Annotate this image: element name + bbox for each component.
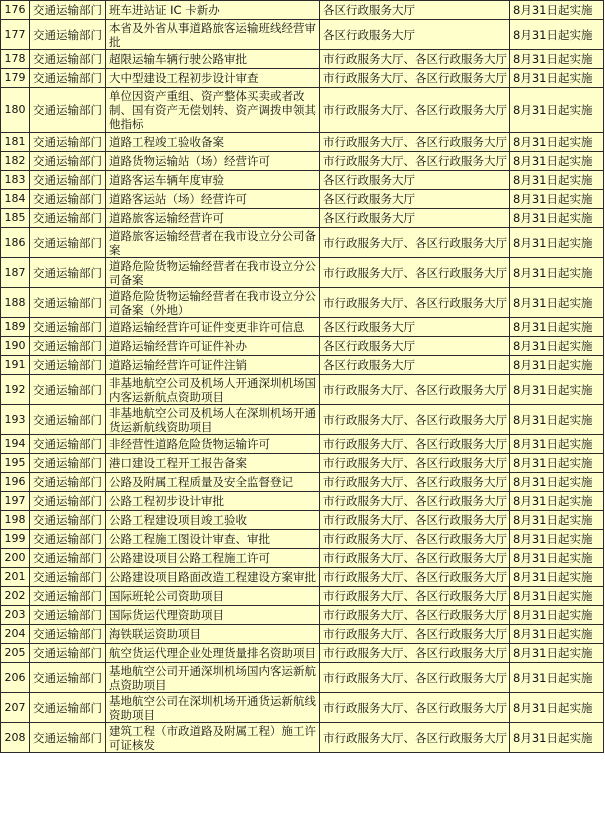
row-number: 197	[1, 492, 30, 511]
service-item-cell: 建筑工程（市政道路及附属工程）施工许可证核发	[106, 723, 320, 753]
service-item-cell: 国际货运代理资助项目	[106, 606, 320, 625]
service-item-cell: 非基地航空公司及机场人开通深圳机场国内客运新航点资助项目	[106, 375, 320, 405]
service-location-cell: 市行政服务大厅、各区行政服务大厅	[320, 69, 510, 88]
table-row	[1, 337, 604, 356]
service-location-cell: 市行政服务大厅、各区行政服务大厅	[320, 606, 510, 625]
row-number: 196	[1, 473, 30, 492]
service-item-cell: 道路客运车辆年度审验	[106, 171, 320, 190]
effective-date-cell: 8月31日起实施	[510, 258, 604, 288]
service-item-cell: 港口建设工程开工报告备案	[106, 454, 320, 473]
service-item-cell: 道路危险货物运输经营者在我市设立分公司备案	[106, 258, 320, 288]
department-cell: 交通运输部门	[30, 663, 106, 693]
service-item-cell: 公路及附属工程质量及安全监督登记	[106, 473, 320, 492]
service-item-cell: 道路运输经营许可证件变更非许可信息	[106, 318, 320, 337]
effective-date-cell: 8月31日起实施	[510, 228, 604, 258]
row-number: 195	[1, 454, 30, 473]
row-number: 182	[1, 152, 30, 171]
department-cell: 交通运输部门	[30, 587, 106, 606]
department-cell: 交通运输部门	[30, 435, 106, 454]
table-row	[1, 606, 604, 625]
table-row	[1, 133, 604, 152]
service-item-cell: 道路货物运输站（场）经营许可	[106, 152, 320, 171]
effective-date-cell: 8月31日起实施	[510, 454, 604, 473]
department-cell: 交通运输部门	[30, 209, 106, 228]
row-number: 181	[1, 133, 30, 152]
department-cell: 交通运输部门	[30, 492, 106, 511]
service-location-cell: 市行政服务大厅、各区行政服务大厅	[320, 723, 510, 753]
service-location-cell: 各区行政服务大厅	[320, 1, 510, 20]
table-row	[1, 209, 604, 228]
table-row	[1, 171, 604, 190]
department-cell: 交通运输部门	[30, 606, 106, 625]
table-row	[1, 454, 604, 473]
table-row	[1, 288, 604, 318]
table-row	[1, 50, 604, 69]
row-number: 177	[1, 20, 30, 50]
service-location-cell: 市行政服务大厅、各区行政服务大厅	[320, 228, 510, 258]
service-location-cell: 市行政服务大厅、各区行政服务大厅	[320, 530, 510, 549]
service-item-cell: 非经营性道路危险货物运输许可	[106, 435, 320, 454]
service-item-cell: 国际班轮公司资助项目	[106, 587, 320, 606]
row-number: 194	[1, 435, 30, 454]
service-location-cell: 市行政服务大厅、各区行政服务大厅	[320, 405, 510, 435]
effective-date-cell: 8月31日起实施	[510, 549, 604, 568]
service-location-cell: 各区行政服务大厅	[320, 318, 510, 337]
service-location-cell: 各区行政服务大厅	[320, 356, 510, 375]
department-cell: 交通运输部门	[30, 171, 106, 190]
service-location-cell: 各区行政服务大厅	[320, 20, 510, 50]
row-number: 176	[1, 1, 30, 20]
table-row	[1, 69, 604, 88]
service-location-cell: 市行政服务大厅、各区行政服务大厅	[320, 549, 510, 568]
service-item-cell: 公路工程初步设计审批	[106, 492, 320, 511]
row-number: 190	[1, 337, 30, 356]
row-number: 208	[1, 723, 30, 753]
table-row	[1, 88, 604, 133]
department-cell: 交通运输部门	[30, 405, 106, 435]
service-item-cell: 基地航空公司在深圳机场开通货运新航线资助项目	[106, 693, 320, 723]
table-row	[1, 190, 604, 209]
effective-date-cell: 8月31日起实施	[510, 209, 604, 228]
department-cell: 交通运输部门	[30, 190, 106, 209]
department-cell: 交通运输部门	[30, 318, 106, 337]
effective-date-cell: 8月31日起实施	[510, 152, 604, 171]
table-row	[1, 473, 604, 492]
row-number: 184	[1, 190, 30, 209]
department-cell: 交通运输部门	[30, 644, 106, 663]
department-cell: 交通运输部门	[30, 473, 106, 492]
effective-date-cell: 8月31日起实施	[510, 1, 604, 20]
service-location-cell: 各区行政服务大厅	[320, 209, 510, 228]
row-number: 193	[1, 405, 30, 435]
service-location-cell: 市行政服务大厅、各区行政服务大厅	[320, 568, 510, 587]
department-cell: 交通运输部门	[30, 337, 106, 356]
row-number: 207	[1, 693, 30, 723]
department-cell: 交通运输部门	[30, 530, 106, 549]
table-body	[1, 1, 604, 753]
table-row	[1, 492, 604, 511]
table-row	[1, 356, 604, 375]
service-location-cell: 市行政服务大厅、各区行政服务大厅	[320, 492, 510, 511]
effective-date-cell: 8月31日起实施	[510, 625, 604, 644]
row-number: 204	[1, 625, 30, 644]
effective-date-cell: 8月31日起实施	[510, 375, 604, 405]
service-item-cell: 公路工程建设项目竣工验收	[106, 511, 320, 530]
effective-date-cell: 8月31日起实施	[510, 20, 604, 50]
service-item-cell: 道路危险货物运输经营者在我市设立分公司备案（外地）	[106, 288, 320, 318]
service-location-cell: 市行政服务大厅、各区行政服务大厅	[320, 587, 510, 606]
service-location-cell: 各区行政服务大厅	[320, 171, 510, 190]
service-item-cell: 海铁联运资助项目	[106, 625, 320, 644]
service-item-cell: 非基地航空公司及机场人在深圳机场开通货运新航线资助项目	[106, 405, 320, 435]
department-cell: 交通运输部门	[30, 568, 106, 587]
department-cell: 交通运输部门	[30, 288, 106, 318]
effective-date-cell: 8月31日起实施	[510, 530, 604, 549]
service-item-cell: 公路建设项目公路工程施工许可	[106, 549, 320, 568]
effective-date-cell: 8月31日起实施	[510, 318, 604, 337]
table-row	[1, 568, 604, 587]
service-location-cell: 市行政服务大厅、各区行政服务大厅	[320, 375, 510, 405]
effective-date-cell: 8月31日起实施	[510, 723, 604, 753]
row-number: 178	[1, 50, 30, 69]
department-cell: 交通运输部门	[30, 625, 106, 644]
effective-date-cell: 8月31日起实施	[510, 663, 604, 693]
service-location-cell: 市行政服务大厅、各区行政服务大厅	[320, 644, 510, 663]
row-number: 185	[1, 209, 30, 228]
department-cell: 交通运输部门	[30, 511, 106, 530]
department-cell: 交通运输部门	[30, 356, 106, 375]
effective-date-cell: 8月31日起实施	[510, 492, 604, 511]
service-item-cell: 基地航空公司开通深圳机场国内客运新航点资助项目	[106, 663, 320, 693]
row-number: 199	[1, 530, 30, 549]
table-row	[1, 405, 604, 435]
department-cell: 交通运输部门	[30, 69, 106, 88]
table-row	[1, 530, 604, 549]
row-number: 203	[1, 606, 30, 625]
row-number: 186	[1, 228, 30, 258]
table-row	[1, 152, 604, 171]
effective-date-cell: 8月31日起实施	[510, 69, 604, 88]
department-cell: 交通运输部门	[30, 549, 106, 568]
department-cell: 交通运输部门	[30, 454, 106, 473]
department-cell: 交通运输部门	[30, 258, 106, 288]
table-row	[1, 644, 604, 663]
service-location-cell: 市行政服务大厅、各区行政服务大厅	[320, 454, 510, 473]
service-item-cell: 道路客运站（场）经营许可	[106, 190, 320, 209]
service-item-cell: 道路旅客运输经营者在我市设立分公司备案	[106, 228, 320, 258]
table-row	[1, 625, 604, 644]
department-cell: 交通运输部门	[30, 1, 106, 20]
department-cell: 交通运输部门	[30, 88, 106, 133]
effective-date-cell: 8月31日起实施	[510, 568, 604, 587]
row-number: 201	[1, 568, 30, 587]
table-row	[1, 587, 604, 606]
row-number: 189	[1, 318, 30, 337]
effective-date-cell: 8月31日起实施	[510, 88, 604, 133]
service-item-cell: 公路建设项目路面改造工程建设方案审批	[106, 568, 320, 587]
department-cell: 交通运输部门	[30, 723, 106, 753]
table-row	[1, 258, 604, 288]
service-location-cell: 市行政服务大厅、各区行政服务大厅	[320, 258, 510, 288]
table-row	[1, 318, 604, 337]
service-item-cell: 道路运输经营许可证件补办	[106, 337, 320, 356]
service-item-cell: 航空货运代理企业处理货量排名资助项目	[106, 644, 320, 663]
service-location-cell: 市行政服务大厅、各区行政服务大厅	[320, 50, 510, 69]
table-row	[1, 1, 604, 20]
service-item-cell: 超限运输车辆行驶公路审批	[106, 50, 320, 69]
table-row	[1, 435, 604, 454]
table-row	[1, 20, 604, 50]
service-location-cell: 市行政服务大厅、各区行政服务大厅	[320, 152, 510, 171]
row-number: 183	[1, 171, 30, 190]
department-cell: 交通运输部门	[30, 152, 106, 171]
service-location-cell: 各区行政服务大厅	[320, 190, 510, 209]
service-location-cell: 市行政服务大厅、各区行政服务大厅	[320, 133, 510, 152]
row-number: 187	[1, 258, 30, 288]
department-cell: 交通运输部门	[30, 50, 106, 69]
effective-date-cell: 8月31日起实施	[510, 644, 604, 663]
row-number: 188	[1, 288, 30, 318]
effective-date-cell: 8月31日起实施	[510, 356, 604, 375]
service-location-cell: 市行政服务大厅、各区行政服务大厅	[320, 511, 510, 530]
service-location-cell: 市行政服务大厅、各区行政服务大厅	[320, 693, 510, 723]
department-cell: 交通运输部门	[30, 375, 106, 405]
row-number: 198	[1, 511, 30, 530]
row-number: 191	[1, 356, 30, 375]
service-location-cell: 市行政服务大厅、各区行政服务大厅	[320, 663, 510, 693]
table-row	[1, 693, 604, 723]
table-row	[1, 375, 604, 405]
service-item-cell: 本省及外省从事道路旅客运输班线经营审批	[106, 20, 320, 50]
table-row	[1, 228, 604, 258]
effective-date-cell: 8月31日起实施	[510, 606, 604, 625]
row-number: 206	[1, 663, 30, 693]
effective-date-cell: 8月31日起实施	[510, 190, 604, 209]
department-cell: 交通运输部门	[30, 228, 106, 258]
effective-date-cell: 8月31日起实施	[510, 50, 604, 69]
effective-date-cell: 8月31日起实施	[510, 405, 604, 435]
effective-date-cell: 8月31日起实施	[510, 288, 604, 318]
department-cell: 交通运输部门	[30, 133, 106, 152]
service-item-cell: 道路工程竣工验收备案	[106, 133, 320, 152]
row-number: 202	[1, 587, 30, 606]
table-row	[1, 549, 604, 568]
service-location-cell: 市行政服务大厅、各区行政服务大厅	[320, 288, 510, 318]
service-location-cell: 市行政服务大厅、各区行政服务大厅	[320, 625, 510, 644]
row-number: 205	[1, 644, 30, 663]
service-location-cell: 市行政服务大厅、各区行政服务大厅	[320, 473, 510, 492]
service-item-cell: 单位因资产重组、资产整体买卖或者改制、国有资产无偿划转、资产调拨申领其他指标	[106, 88, 320, 133]
service-item-cell: 大中型建设工程初步设计审查	[106, 69, 320, 88]
table-row	[1, 723, 604, 753]
effective-date-cell: 8月31日起实施	[510, 473, 604, 492]
service-location-cell: 各区行政服务大厅	[320, 337, 510, 356]
service-item-cell: 公路工程施工图设计审查、审批	[106, 530, 320, 549]
effective-date-cell: 8月31日起实施	[510, 171, 604, 190]
service-item-cell: 道路运输经营许可证件注销	[106, 356, 320, 375]
department-cell: 交通运输部门	[30, 693, 106, 723]
effective-date-cell: 8月31日起实施	[510, 587, 604, 606]
service-item-cell: 班车进站证 IC 卡新办	[106, 1, 320, 20]
row-number: 180	[1, 88, 30, 133]
table-row	[1, 663, 604, 693]
row-number: 200	[1, 549, 30, 568]
effective-date-cell: 8月31日起实施	[510, 133, 604, 152]
department-cell: 交通运输部门	[30, 20, 106, 50]
effective-date-cell: 8月31日起实施	[510, 693, 604, 723]
service-item-cell: 道路旅客运输经营许可	[106, 209, 320, 228]
effective-date-cell: 8月31日起实施	[510, 511, 604, 530]
service-location-cell: 市行政服务大厅、各区行政服务大厅	[320, 88, 510, 133]
table-row	[1, 511, 604, 530]
row-number: 179	[1, 69, 30, 88]
effective-date-cell: 8月31日起实施	[510, 435, 604, 454]
row-number: 192	[1, 375, 30, 405]
service-location-cell: 市行政服务大厅、各区行政服务大厅	[320, 435, 510, 454]
effective-date-cell: 8月31日起实施	[510, 337, 604, 356]
